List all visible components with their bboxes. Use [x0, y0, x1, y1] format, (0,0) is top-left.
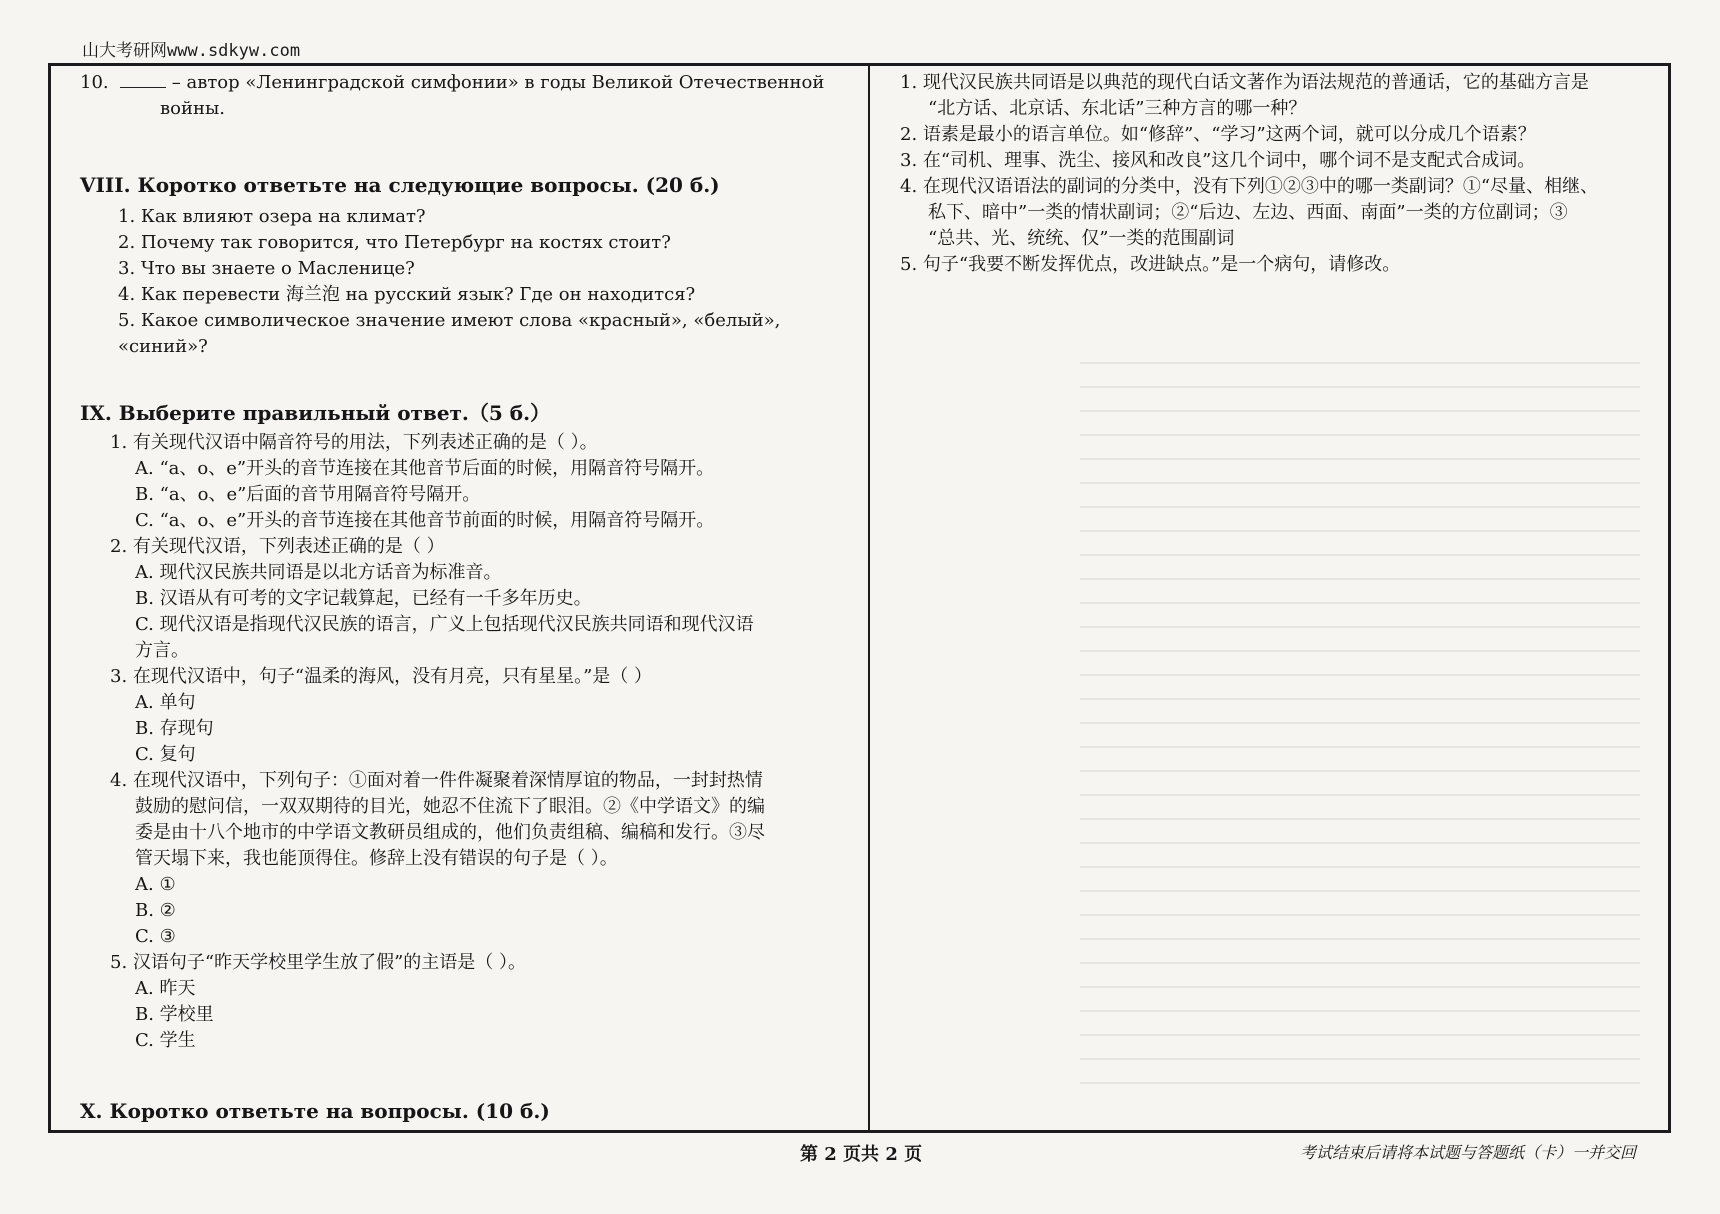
question-item: 1. 现代汉民族共同语是以典范的现代白话文著作为语法规范的普通话，它的基础方言是 [900, 72, 1589, 93]
option-item: C. 复句 [135, 744, 196, 765]
option-item: 委是由十八个地市的中学语文教研员组成的，他们负责组稿、编稿和发行。③尽 [135, 822, 765, 843]
question-item: 2. 有关现代汉语，下列表述正确的是（ ） [110, 536, 445, 557]
right-column [900, 70, 1660, 278]
page-number: 第 2 页共 2 页 [800, 1144, 923, 1165]
option-item: A. 现代汉民族共同语是以北方话音为标准音。 [135, 562, 502, 583]
option-item: 管天塌下来，我也能顶得住。修辞上没有错误的句子是（ ）。 [135, 848, 618, 869]
section-9-title: IX. Выберите правильный ответ.（5 б.） [80, 401, 551, 425]
question-item: 4. Как перевести 海兰泡 на русский язык? Где он находится? [118, 284, 696, 305]
question-item: “总共、光、统统、仅”一类的范围副词 [928, 228, 1235, 249]
question-item: 2. 语素是最小的语言单位。如“修辞”、“学习”这两个词，就可以分成几个语素？ [900, 124, 1536, 145]
q10-text-cont: войны. [160, 98, 226, 119]
option-item: A. 昨天 [135, 978, 196, 999]
option-item: 鼓励的慰问信，一双双期待的目光，她忍不住流下了眼泪。②《中学语文》的编 [135, 796, 765, 817]
option-item: C. 现代汉语是指现代汉民族的语言，广义上包括现代汉民族共同语和现代汉语 [135, 614, 754, 635]
question-item: 4. 在现代汉语中，下列句子：①面对着一件件凝聚着深情厚谊的物品，一封封热情 [110, 770, 763, 791]
question-item: 3. Что вы знаете о Масленице? [118, 258, 415, 279]
left-column [80, 70, 840, 1124]
question-10 [80, 70, 840, 122]
section-8-list [80, 204, 840, 360]
question-item: 私下、暗中”一类的情状副词；②“后边、左边、西面、南面”一类的方位副词；③ [928, 202, 1568, 223]
option-item: B. ② [135, 900, 176, 921]
footer-note: 考试结束后请将本试题与答题纸（卡）一并交回 [1300, 1143, 1637, 1162]
option-item: B. 学校里 [135, 1004, 214, 1025]
question-item: 4. 在现代汉语语法的副词的分类中，没有下列①②③中的哪一类副词？①“尽量、相继、 [900, 176, 1599, 197]
column-divider [868, 66, 870, 1130]
question-item: 1. Как влияют озера на климат? [118, 206, 426, 227]
q10-text: – автор «Ленинградской симфонии» в годы Великой Отечественной [171, 72, 825, 93]
section-8-title: VIII. Коротко ответьте на следующие вопросы. (20 б.) [80, 173, 720, 197]
question-item: 3. 在现代汉语中，句子“温柔的海风，没有月亮，只有星星。”是（ ） [110, 666, 653, 687]
section-10-title: X. Коротко ответьте на вопросы. (10 б.) [80, 1099, 550, 1123]
option-item: A. ① [135, 874, 176, 895]
question-item: 1. 有关现代汉语中隔音符号的用法，下列表述正确的是（ ）。 [110, 432, 598, 453]
option-item: A. “a、o、e”开头的音节连接在其他音节后面的时候，用隔音符号隔开。 [135, 458, 715, 479]
question-item: 5. 句子“我要不断发挥优点，改进缺点。”是一个病句，请修改。 [900, 254, 1401, 275]
answer-blank [120, 87, 166, 88]
option-item: C. ③ [135, 926, 176, 947]
option-item: B. “a、o、e”后面的音节用隔音符号隔开。 [135, 484, 481, 505]
question-item: 3. 在“司机、理事、洗尘、接风和改良”这几个词中，哪个词不是支配式合成词。 [900, 150, 1536, 171]
question-item: 2. Почему так говорится, что Петербург на костях стоит? [118, 232, 671, 253]
question-item: “北方话、北京话、东北话”三种方言的哪一种？ [928, 98, 1307, 119]
question-item: 5. Какое символическое значение имеют слова «красный», «белый», «синий»? [118, 310, 781, 357]
show-through-decoration [1080, 340, 1640, 1100]
option-item: 方言。 [135, 640, 189, 661]
section-9-list [80, 430, 840, 1054]
question-item: 5. 汉语句子“昨天学校里学生放了假”的主语是（ ）。 [110, 952, 527, 973]
option-item: C. “a、o、e”开头的音节连接在其他音节前面的时候，用隔音符号隔开。 [135, 510, 715, 531]
right-questions-list [900, 70, 1660, 278]
option-item: A. 单句 [135, 692, 196, 713]
option-item: C. 学生 [135, 1030, 196, 1051]
option-item: B. 存现句 [135, 718, 214, 739]
q10-num: 10. [80, 72, 109, 93]
option-item: B. 汉语从有可考的文字记载算起，已经有一千多年历史。 [135, 588, 592, 609]
watermark: 山大考研网www.sdkyw.com [82, 41, 301, 61]
